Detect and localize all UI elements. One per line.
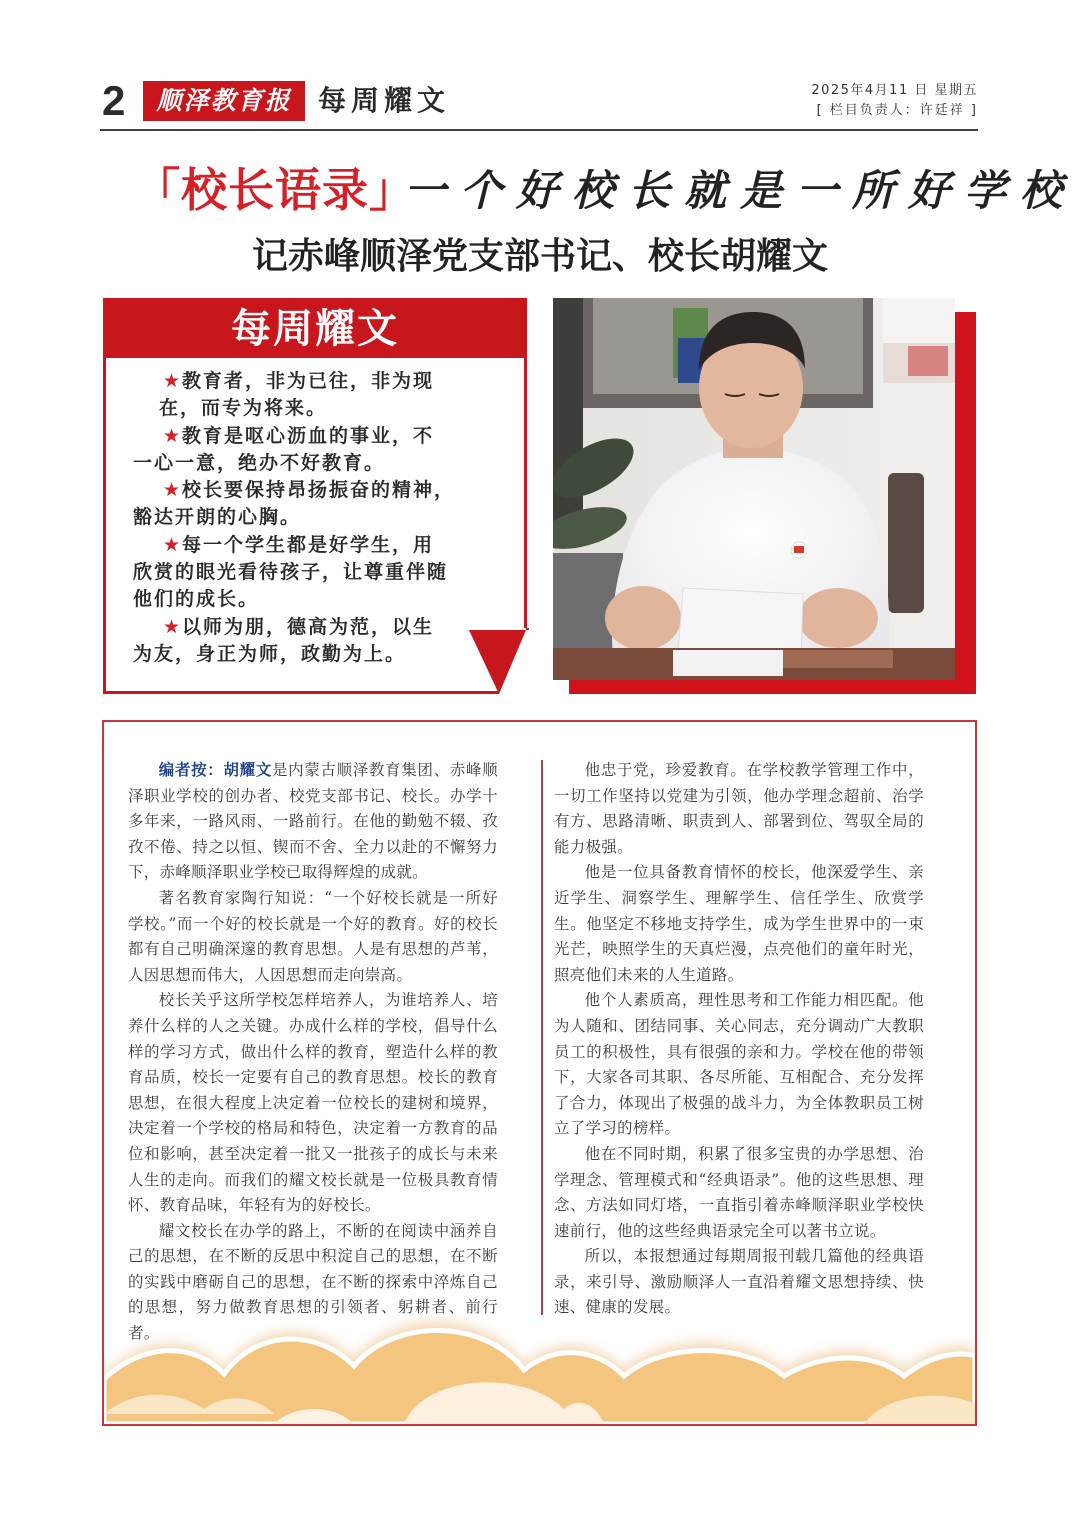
cloud-decoration (104, 1314, 975, 1424)
corner-triangle-decoration (459, 628, 529, 696)
quote-item (103, 532, 497, 614)
star-icon: ★ (163, 424, 183, 447)
photo-illustration (553, 298, 955, 680)
quotes-panel (103, 298, 527, 694)
article-panel (102, 720, 977, 1426)
quote-line: 他们的成长。 (133, 588, 260, 611)
quote-item (103, 477, 497, 532)
article-paragraph: 所以，本报想通过每期周报刊载几篇他的经典语录，来引导、激励顺泽人一直沿着耀文思想持续、快速、健康的发展。 (554, 1247, 924, 1317)
editor-note-name: 胡耀文 (223, 761, 272, 779)
quote-text: 教育是呕心沥血的事业，不 (182, 424, 435, 447)
quote-item (103, 614, 497, 669)
quote-line: 豁达开朗的心胸。 (133, 506, 302, 529)
quote-line: 在，而专为将来。 (159, 397, 328, 420)
editor-note-paragraph (128, 758, 498, 886)
quote-text: 教育者，非为已往，非为现 (182, 370, 435, 392)
star-icon: ★ (163, 615, 183, 638)
quote-line (103, 368, 497, 395)
quote-line: 一心一意，绝办不好教育。 (133, 451, 386, 474)
article-paragraph: 耀文校长在办学的路上，不断的在阅读中涵养自己的思想，在不断的反思中积淀自己的思想，在不断的实践中磨砺自己的思想，在不断的探索中淬炼自己的思想，努力做教育思想的引领者、躬耕者、前行者。 (128, 1221, 498, 1343)
headline-kicker: 「校长语录」 (134, 163, 416, 217)
quote-text: 校长要保持昂扬振奋的精神， (182, 479, 456, 502)
issue-date: 2025年4月11 日 星期五 (811, 83, 978, 98)
section-title: 每周耀文 (318, 84, 451, 117)
article-paragraph: 他个人素质高，理性思考和工作能力相匹配。他为人随和、团结同事、关心同志，充分调动广大教职员工的积极性，具有很强的亲和力。学校在他的带领下，大家各司其职、各尽所能、互相配合、充分发挥了合力，体现出了极强的战斗力，为全体教职员工树立了学习的榜样。 (554, 991, 924, 1138)
star-icon: ★ (163, 370, 183, 392)
quotes-list (103, 368, 527, 668)
page-number: 2 (102, 77, 126, 124)
quote-item (103, 368, 497, 423)
quote-text: 以师为朋，德高为范，以生 (182, 615, 435, 638)
quote-text: 每一个学生都是好学生，用 (182, 533, 435, 556)
star-icon: ★ (163, 479, 183, 502)
principal-photo (553, 298, 955, 680)
column-divider (541, 760, 543, 1315)
newspaper-logo: 顺泽教育报 (143, 81, 305, 121)
quote-item (103, 423, 497, 478)
quote-line (103, 477, 497, 504)
article-left-column (128, 758, 498, 1347)
quote-line (103, 614, 497, 641)
headline-subtitle: 记赤峰顺泽党支部书记、校长胡耀文 (251, 236, 828, 277)
quote-line (103, 423, 497, 450)
quotes-header: 每周耀文 (103, 298, 527, 358)
article-paragraph: 校长关乎这所学校怎样培养人，为谁培养人、培养什么样的人之关键。办成什么样的学校，倡导什么样的学习方式，做出什么样的教育，塑造什么样的教育品质，校长一定要有自己的教育思想。校长的教育思想，在很大程度上决定着一位校长的建树和境界，决定着一个学校的格局和特色，决定着一方教育的品位和影响，甚至决定着一批又一批孩子的成长与未来人生的走向。而我们的耀文校长就是一位极具教育情怀、教育品味，年轻有为的好校长。 (128, 991, 498, 1215)
article-paragraph: 著名教育家陶行知说：“一个好校长就是一所好学校。”而一个好的校长就是一个好的教育。好的校长都有自己明确深邃的教育思想。人是有思想的芦苇，人因思想而伟大，人因思想而走向崇高。 (128, 888, 498, 984)
masthead (100, 78, 978, 132)
article-paragraph: 他在不同时期，积累了很多宝贵的办学思想、治学理念、管理模式和“经典语录”。他的这些思想、理念、方法如同灯塔，一直指引着赤峰顺泽职业学校快速前行，他的这些经典语录完全可以著书立说。 (554, 1144, 924, 1240)
masthead-divider (100, 129, 978, 131)
article-right-column (554, 758, 924, 1321)
quote-line: 为友，身正为师，政勤为上。 (133, 642, 407, 665)
headline-title: 一个好校长就是一所好学校 (404, 166, 1077, 215)
paragraph-text: 是内蒙古顺泽教育集团、赤峰顺泽职业学校的创办者、校党支部书记、校长。办学十多年来，一路风雨、一路前行。在他的勤勉不辍、孜孜不倦、持之以恒、锲而不舍、全力以赴的不懈努力下，赤峰顺泽职业学校已取得辉煌的成就。 (128, 761, 498, 882)
star-icon: ★ (163, 533, 183, 556)
quote-line: 欣赏的眼光看待孩子，让尊重伴随 (133, 561, 449, 584)
editor-note-label: 编者按： (158, 761, 224, 779)
article-paragraph: 他忠于党，珍爱教育。在学校教学管理工作中，一切工作坚持以党建为引领，他办学理念超前、治学有方、思路清晰、职责到人、部署到位、驾驭全局的能力极强。 (554, 761, 924, 856)
quote-line (103, 532, 497, 559)
column-editor: [ 栏目负责人：许廷祥 ] (816, 103, 978, 118)
article-paragraph: 他是一位具备教育情怀的校长，他深爱学生、亲近学生、洞察学生、理解学生、信任学生、欣赏学生。他坚定不移地支持学生，成为学生世界中的一束光芒，映照学生的天真烂漫，点亮他们的童年时光，照亮他们未来的人生道路。 (554, 863, 924, 984)
headline (134, 158, 1077, 228)
